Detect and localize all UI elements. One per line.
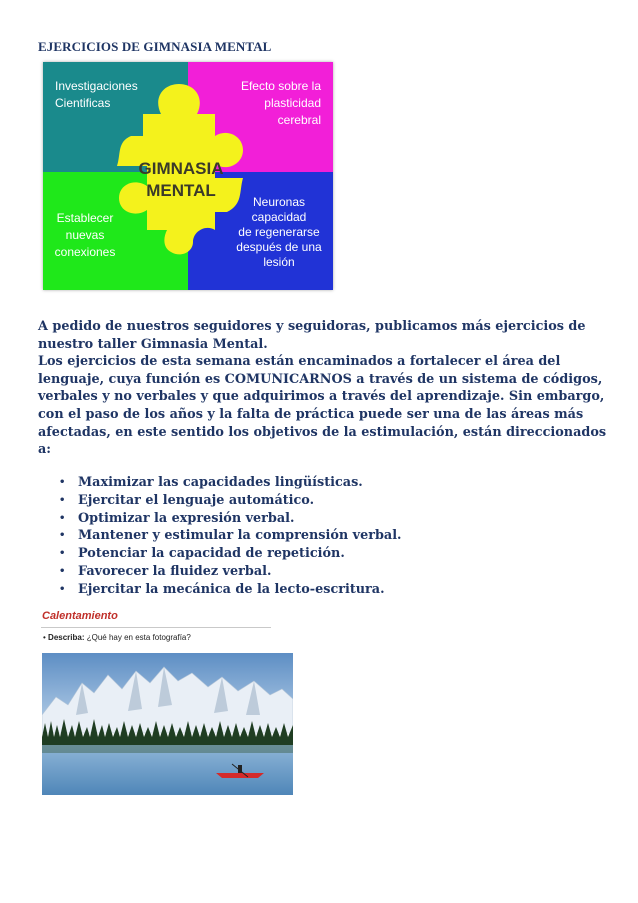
list-item-text: Ejercitar el lenguaje automático. (78, 492, 315, 508)
warmup-title: Calentamiento (42, 610, 118, 622)
bullet-icon: • (59, 548, 66, 560)
warmup-task (43, 633, 191, 642)
list-item (38, 510, 402, 528)
puzzle-label-bottom-left: nuevas (65, 228, 105, 242)
bullet-icon: • (59, 512, 66, 524)
puzzle-label-center: MENTAL (146, 181, 216, 200)
puzzle-label-bottom-left: conexiones (54, 245, 116, 259)
page-title: EJERCICIOS DE GIMNASIA MENTAL (38, 39, 272, 54)
gimnasia-mental-puzzle-image (43, 62, 333, 290)
list-item-text: Favorecer la fluidez verbal. (78, 563, 272, 579)
bullet-icon: • (59, 477, 66, 488)
list-item (38, 581, 402, 599)
list-item-text: Ejercitar la mecánica de la lecto-escritura. (78, 581, 385, 597)
warmup-bullet: • (43, 633, 46, 642)
list-item (38, 545, 402, 563)
list-item (38, 563, 402, 581)
puzzle-label-top-left: Cientificas (55, 96, 111, 110)
intro-paragraph-2: Los ejercicios de esta semana están encaminados a fortalecer el área del lenguaje, cuya función es COMUNICARNOS a través de un sistema de códigos, verbales y no verbales y que adquirimos a través del aprendizaje. Sin embargo, con el paso de los años y la falta de práctica puede ser una de las áreas más afectadas, en este sentido los objetivos de la estimulación, están direccionados a: (38, 354, 607, 458)
puzzle-label-top-right: cerebral (277, 113, 321, 127)
list-item-text: Optimizar la expresión verbal. (78, 510, 295, 526)
puzzle-label-bottom-right: después de una (236, 240, 322, 254)
warmup-divider (41, 627, 271, 628)
puzzle-label-bottom-right: lesión (263, 255, 295, 269)
landscape-graphic (42, 653, 293, 795)
warmup-task-label: Describa: (48, 633, 85, 642)
list-item (38, 527, 402, 545)
bullet-icon: • (59, 530, 66, 542)
puzzle-label-top-left: Investigaciones (55, 79, 138, 93)
puzzle-label-bottom-right: Neuronas (252, 195, 306, 209)
puzzle-label-top-right: plasticidad (264, 96, 321, 110)
bullet-icon: • (59, 583, 66, 595)
list-item-text: Potenciar la capacidad de repetición. (78, 546, 345, 562)
canoe (216, 773, 264, 778)
intro-paragraph-1: A pedido de nuestros seguidores y seguidoras, publicamos más ejercicios de nuestro taller Gimnasia Mental. (38, 319, 586, 352)
puzzle-label-bottom-left: Establecer (56, 211, 114, 225)
intro-text (38, 318, 608, 459)
puzzle-label-center: GIMNASIA (138, 159, 224, 178)
warmup-task-question: ¿Qué hay en esta fotografía? (86, 633, 191, 642)
puzzle-label-bottom-right: de regenerarse (238, 225, 320, 239)
lake-reflection (42, 745, 293, 753)
bullet-icon: • (59, 494, 66, 506)
bullet-icon: • (59, 565, 66, 577)
list-item-text: Mantener y estimular la comprensión verbal. (78, 528, 402, 544)
landscape-photo (42, 653, 293, 795)
list-item (38, 492, 402, 510)
list-item-text: Maximizar las capacidades lingüísticas. (78, 475, 363, 490)
list-item (38, 474, 402, 492)
warmup-slide-image (37, 606, 295, 796)
puzzle-graphic (43, 62, 333, 290)
puzzle-label-bottom-right: capacidad (251, 210, 307, 224)
objectives-list (38, 474, 402, 599)
puzzle-label-top-right: Efecto sobre la (240, 79, 321, 93)
